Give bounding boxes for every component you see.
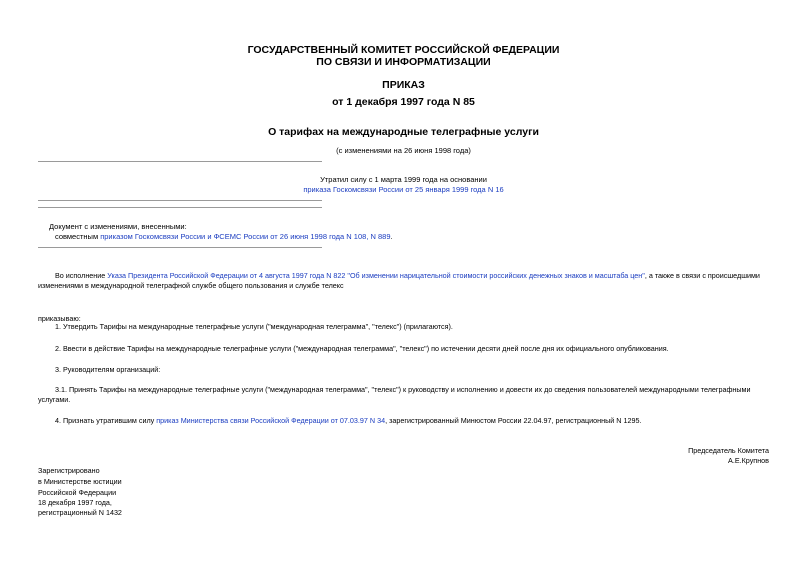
ministry-order-link[interactable]: приказ Министерства связи Российской Федерации от 07.03.97 N 34 bbox=[156, 416, 386, 425]
order-word: приказываю: bbox=[38, 314, 81, 323]
item-3-1-line1: 3.1. Принять Тарифы на международные телеграфные услуги ("международная телеграмма", "телекс") к руководству и исполнению и довести их до сведения пользователей международными телеграфными bbox=[55, 385, 751, 394]
divider bbox=[38, 161, 322, 162]
registration-line1: Зарегистрировано bbox=[38, 466, 100, 475]
item-1: 1. Утвердить Тарифы на международные телеграфные услуги ("международная телеграмма", "телекс") (прилагаются). bbox=[55, 322, 453, 331]
changes-line: совместным приказом Госкомсвязи России и ФСЕМС России от 26 июня 1998 года N 108, N 889. bbox=[55, 232, 393, 241]
item-3: 3. Руководителям организаций: bbox=[55, 365, 161, 374]
doc-type: ПРИКАЗ bbox=[382, 79, 425, 91]
item-4: 4. Признать утратившим силу приказ Министерства связи Российской Федерации от 07.03.97 N 34, зарегистрированный Минюстом России 22.04.97, регистрационный N 1295. bbox=[55, 416, 642, 425]
amendment-note: (с изменениями на 26 июня 1998 года) bbox=[336, 146, 471, 155]
changes-label: Документ с изменениями, внесенными: bbox=[49, 222, 187, 231]
doc-date: от 1 декабря 1997 года N 85 bbox=[332, 96, 475, 108]
signature-position: Председатель Комитета bbox=[688, 446, 769, 455]
preamble-line2: изменениями в международной телеграфной службе общего пользования и службе телекс bbox=[38, 281, 344, 290]
registration-line5: регистрационный N 1432 bbox=[38, 508, 122, 517]
item-2: 2. Ввести в действие Тарифы на международные телеграфные услуги ("международная телеграмма", "телекс") по истечении десяти дней после дня их официального опубликования. bbox=[55, 344, 669, 353]
divider bbox=[38, 247, 322, 248]
doc-title: О тарифах на международные телеграфные услуги bbox=[268, 126, 539, 138]
item-3-1-line2: услугами. bbox=[38, 395, 71, 404]
org-name-line2: ПО СВЯЗИ И ИНФОРМАТИЗАЦИИ bbox=[316, 56, 491, 68]
signature-name: А.Е.Крупнов bbox=[728, 456, 769, 465]
preamble-line1: Во исполнение Указа Президента Российской Федерации от 4 августа 1997 года N 822 "Об изменении нарицательной стоимости российских денежных знаков и масштаба цен", а также в связи с происшедшими bbox=[55, 271, 760, 280]
divider bbox=[38, 200, 322, 201]
registration-line3: Российской Федерации bbox=[38, 488, 117, 497]
registration-line4: 18 декабря 1997 года, bbox=[38, 498, 112, 507]
joint-order-link[interactable]: приказом Госкомсвязи России и ФСЕМС России от 26 июня 1998 года N 108, N 889 bbox=[100, 232, 391, 241]
registration-line2: в Министерстве юстиции bbox=[38, 477, 122, 486]
divider bbox=[38, 207, 322, 208]
org-name-line1: ГОСУДАРСТВЕННЫЙ КОМИТЕТ РОССИЙСКОЙ ФЕДЕРАЦИИ bbox=[247, 44, 560, 56]
status-line: Утратил силу с 1 марта 1999 года на основании bbox=[320, 175, 487, 184]
president-decree-link[interactable]: Указа Президента Российской Федерации от 4 августа 1997 года N 822 "Об изменении нарицательной стоимости российских денежных знаков и масштаба цен" bbox=[107, 271, 645, 280]
repeal-order-link[interactable]: приказа Госкомсвязи России от 25 января 1999 года N 16 bbox=[303, 185, 504, 194]
